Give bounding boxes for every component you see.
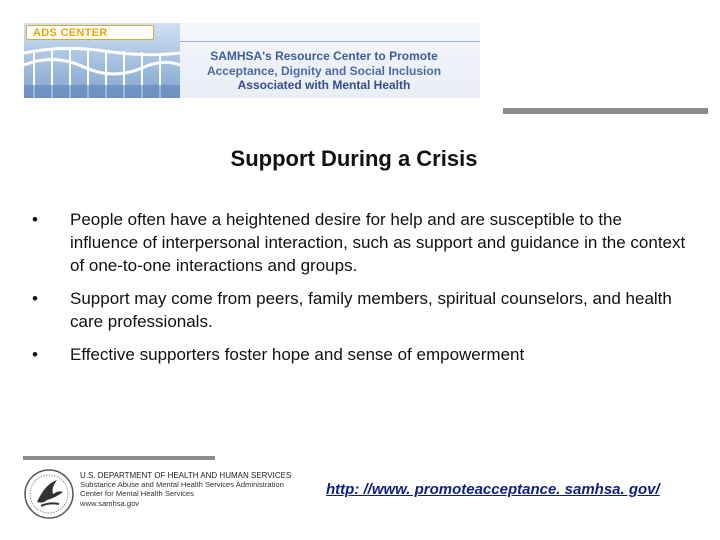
hhs-text-block — [80, 471, 300, 508]
bullet-item — [32, 287, 692, 333]
header-accent-bar — [503, 108, 708, 114]
promote-acceptance-link[interactable]: http: //www. promoteacceptance. samhsa. gov/ — [326, 481, 660, 498]
bullet-glyph: • — [32, 289, 38, 308]
banner-line-3: Associated with Mental Health — [237, 78, 411, 92]
hhs-eagle-seal-icon — [23, 468, 75, 520]
footer-accent-bar — [23, 456, 215, 460]
header-banner — [24, 23, 480, 98]
hhs-department-name: U.S. DEPARTMENT OF HEALTH AND HUMAN SERVICES — [80, 471, 292, 480]
ads-center-logo-text: ADS CENTER — [33, 27, 108, 39]
bullet-list — [32, 208, 692, 376]
bullet-text: People often have a heightened desire for help and are susceptible to the influence of interpersonal interaction, such as support and guidance in the context of one-to-one interactions and groups. — [70, 210, 686, 275]
bullet-glyph: • — [32, 345, 38, 364]
bullet-item — [32, 208, 692, 277]
ads-center-badge — [26, 25, 154, 40]
bullet-text: Support may come from peers, family members, spiritual counselors, and health care professionals. — [70, 289, 672, 331]
banner-line-2: Acceptance, Dignity and Social Inclusion — [206, 63, 442, 78]
cmhs-name: Center for Mental Health Services — [80, 489, 194, 499]
banner-divider — [180, 41, 480, 42]
bullet-item — [32, 343, 692, 366]
banner-title — [174, 49, 474, 93]
hhs-samhsa-logo — [23, 467, 298, 523]
slide-title: Support During a Crisis — [230, 146, 478, 171]
samhsa-name: Substance Abuse and Mental Health Services Administration — [80, 480, 284, 490]
bullet-text: Effective supporters foster hope and sense of empowerment — [70, 345, 525, 364]
samhsa-website: www.samhsa.gov — [80, 498, 140, 508]
banner-line-1: SAMHSA's Resource Center to Promote — [210, 49, 438, 63]
bullet-glyph: • — [32, 210, 38, 229]
